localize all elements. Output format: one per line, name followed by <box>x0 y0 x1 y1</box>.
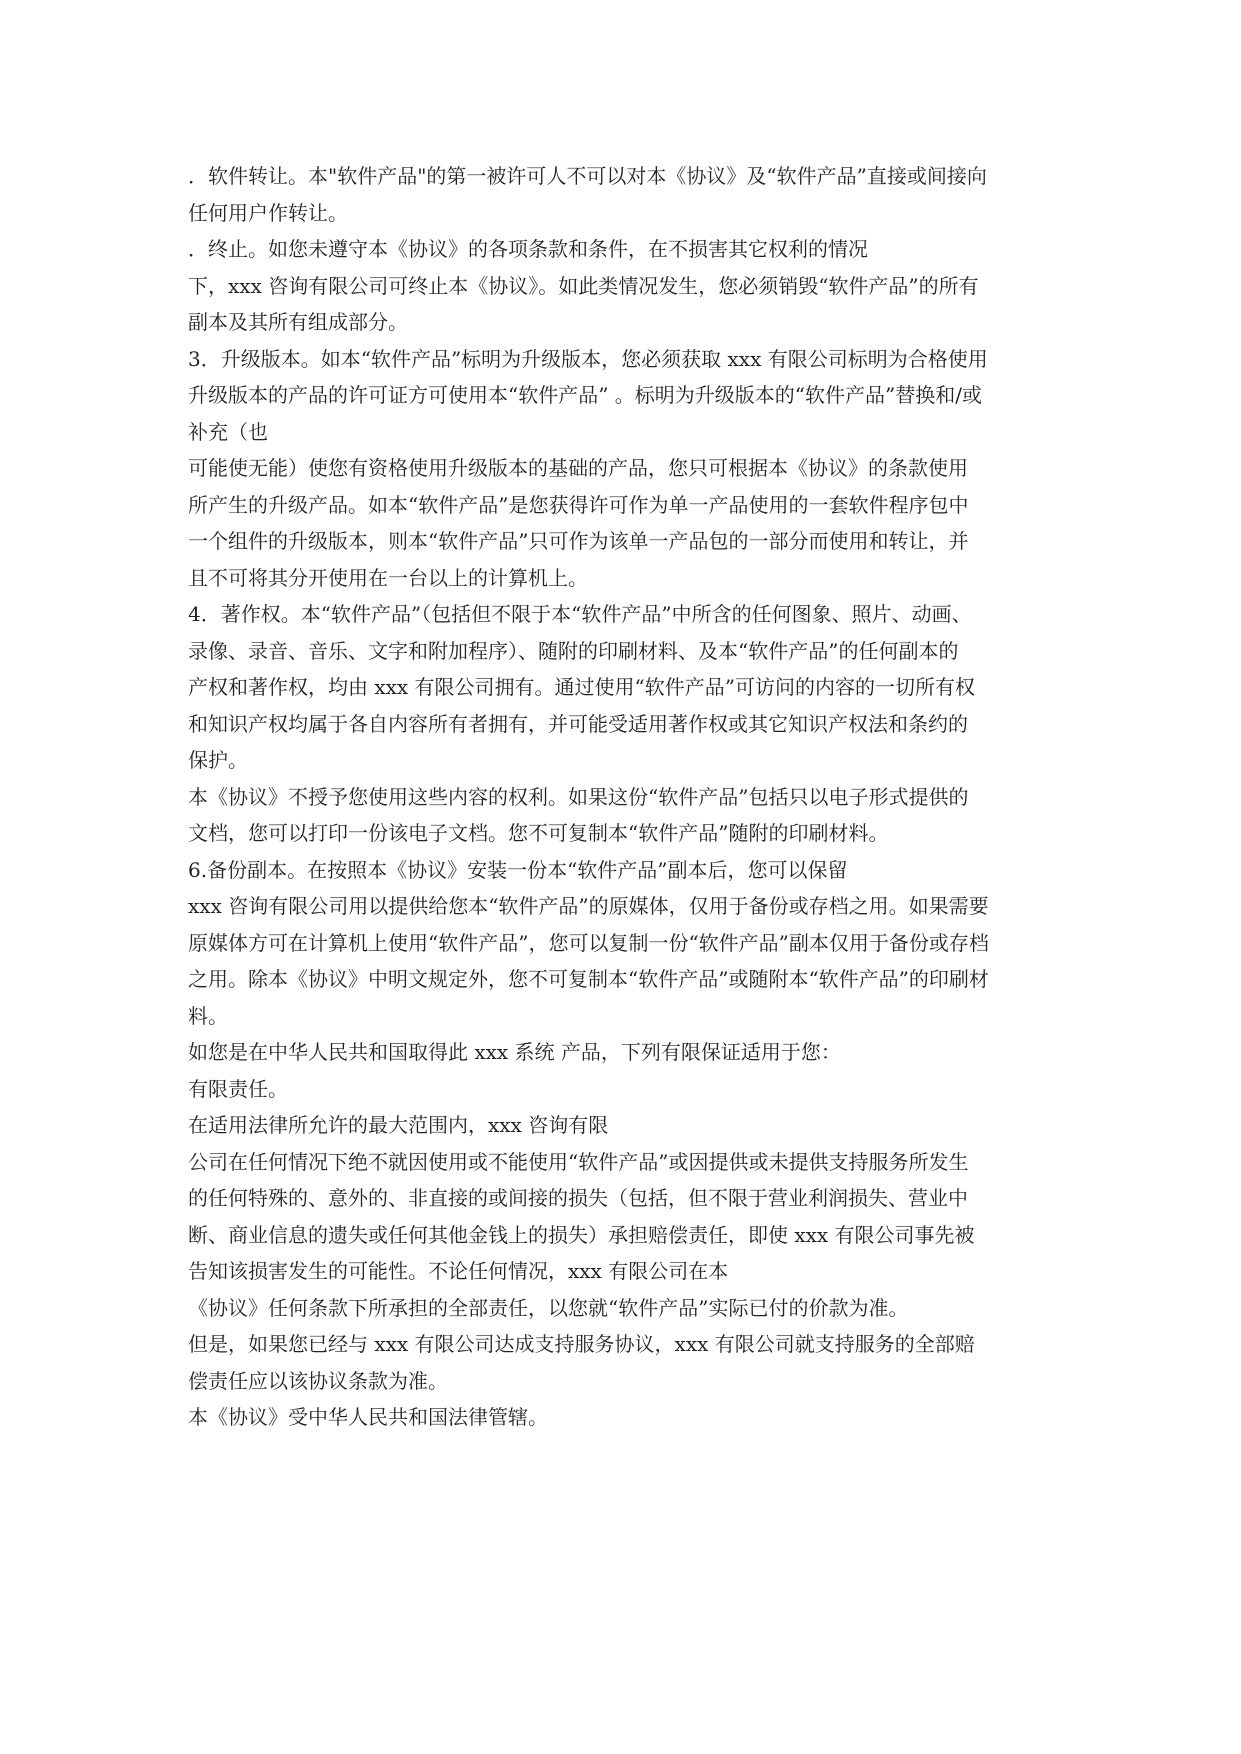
text-line: 和知识产权均属于各自内容所有者拥有，并可能受适用著作权或其它知识产权法和条约的 <box>188 711 968 736</box>
text-line: 3．升级版本。如本“软件产品”标明为升级版本，您必须获取 xxx 有限公司标明为合格使用 <box>188 346 988 371</box>
text-line: 可能使无能）使您有资格使用升级版本的基础的产品，您只可根据本《协议》的条款使用 <box>188 456 968 480</box>
text-line: 断、商业信息的遗失或任何其他金钱上的损失）承担赔偿责任，即使 xxx 有限公司事先被 <box>188 1222 975 1247</box>
text-line: xxx 咨询有限公司用以提供给您本“软件产品”的原媒体，仅用于备份或存档之用。如果需要 <box>188 894 989 918</box>
text-line: 所产生的升级产品。如本“软件产品”是您获得许可作为单一产品使用的一套软件程序包中 <box>188 492 969 517</box>
text-line: 下，xxx 咨询有限公司可终止本《协议》。如此类情况发生，您必须销毁“软件产品”的所有 <box>188 273 979 298</box>
text-line: 《协议》任何条款下所承担的全部责任，以您就“软件产品”实际已付的价款为准。 <box>188 1295 909 1320</box>
text-line: 产权和著作权，均由 xxx 有限公司拥有。通过使用“软件产品”可访问的内容的一切所有权 <box>188 675 976 699</box>
text-line: 本《协议》不授予您使用这些内容的权利。如果这份“软件产品”包括只以电子形式提供的 <box>188 784 969 809</box>
text-line: 补充（也 <box>188 419 268 444</box>
text-line: 4．著作权。本“软件产品”（包括但不限于本“软件产品”中所含的任何图象、照片、动画、 <box>188 602 972 626</box>
text-line: 一个组件的升级版本，则本“软件产品”只可作为该单一产品包的一部分而使用和转让，并 <box>188 529 969 553</box>
text-line: 料。 <box>188 1003 228 1028</box>
text-line: ．终止。如您未遵守本《协议》的各项条款和条件，在不损害其它权利的情况 <box>188 237 868 261</box>
text-line: 任何用户作转让。 <box>188 200 348 225</box>
text-line: 本《协议》受中华人民共和国法律管辖。 <box>188 1405 548 1429</box>
text-line: 但是，如果您已经与 xxx 有限公司达成支持服务协议，xxx 有限公司就支持服务的全部赔 <box>188 1332 975 1356</box>
text-line: 在适用法律所允许的最大范围内，xxx 咨询有限 <box>188 1113 609 1137</box>
text-line: 公司在任何情况下绝不就因使用或不能使用“软件产品”或因提供或未提供支持服务所发生 <box>188 1149 969 1174</box>
text-line: 录像、录音、音乐、文字和附加程序）、随附的印刷材料、及本“软件产品”的任何副本的 <box>188 638 959 663</box>
text-line: 保护。 <box>188 748 248 772</box>
document-body <box>188 158 1056 1436</box>
text-line: 有限责任。 <box>188 1076 288 1101</box>
text-line: 之用。除本《协议》中明文规定外，您不可复制本“软件产品”或随附本“软件产品”的印刷材 <box>188 967 989 991</box>
text-line: ．软件转让。本"软件产品"的第一被许可人不可以对本《协议》及“软件产品”直接或间接向 <box>188 164 987 188</box>
text-line: 偿责任应以该协议条款为准。 <box>188 1368 448 1393</box>
text-line: 的任何特殊的、意外的、非直接的或间接的损失（包括，但不限于营业利润损失、营业中 <box>188 1186 968 1210</box>
text-line: 告知该损害发生的可能性。不论任何情况，xxx 有限公司在本 <box>188 1259 729 1283</box>
text-line: 且不可将其分开使用在一台以上的计算机上。 <box>188 565 588 590</box>
text-line: 6.备份副本。在按照本《协议》安装一份本“软件产品”副本后，您可以保留 <box>188 857 848 882</box>
text-line: 升级版本的产品的许可证方可使用本“软件产品” 。标明为升级版本的“软件产品”替换和/或 <box>188 383 982 407</box>
text-line: 副本及其所有组成部分。 <box>188 310 408 334</box>
text-line: 如您是在中华人民共和国取得此 xxx 系统 产品，下列有限保证适用于您： <box>188 1040 841 1064</box>
text-line: 原媒体方可在计算机上使用“软件产品”，您可以复制一份“软件产品”副本仅用于备份或存档 <box>188 930 989 955</box>
text-line: 文档，您可以打印一份该电子文档。您不可复制本“软件产品”随附的印刷材料。 <box>188 821 889 845</box>
